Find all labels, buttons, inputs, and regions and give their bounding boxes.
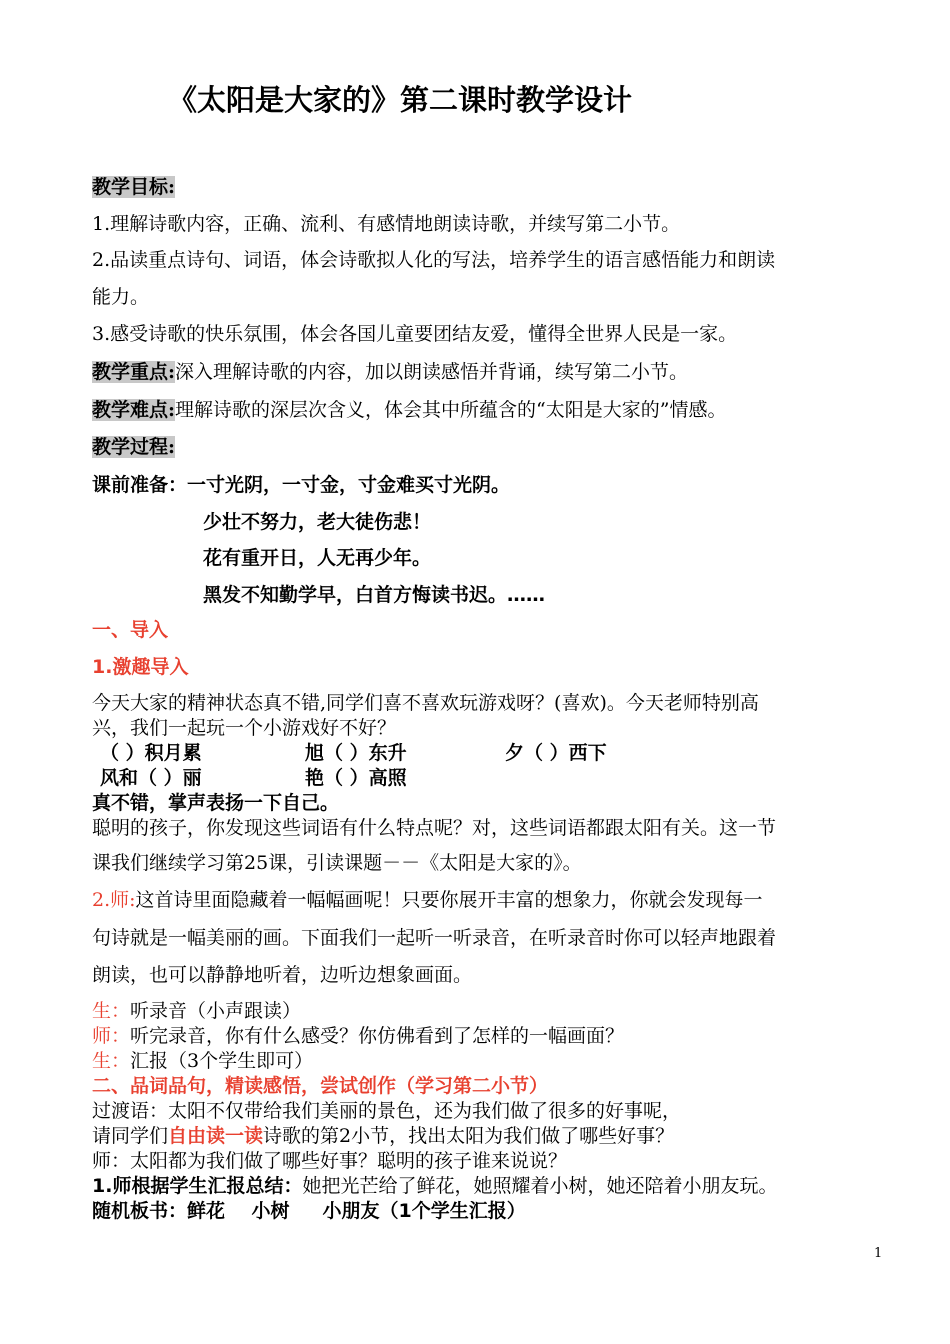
key-point-label: 教学重点:	[92, 361, 176, 383]
fill-blank: 旭（ ）东升	[305, 742, 407, 764]
page-number: 1	[874, 1246, 883, 1261]
process-heading: 教学过程:	[92, 436, 176, 458]
paragraph-line: 2.师:这首诗里面隐藏着一幅幅画呢！只要你展开丰富的想象力，你就会发现每一	[92, 889, 763, 911]
objective-line: 能力。	[92, 286, 150, 308]
paragraph-line: 请同学们自由读一读诗歌的第2小节，找出太阳为我们做了哪些好事？	[92, 1125, 675, 1147]
paragraph-line: 聪明的孩子，你发现这些词语有什么特点呢？对，这些词语都跟太阳有关。这一节	[92, 817, 777, 839]
paragraph-line: 朗读，也可以静静地听着，边听边想象画面。	[92, 964, 473, 986]
dialogue-line: 生：听录音（小声跟读）	[92, 1000, 302, 1022]
objective-line: 2.品读重点诗句、词语，体会诗歌拟人化的写法，培养学生的语言感悟能力和朗读	[92, 249, 776, 271]
section2-heading: 二、品词品句，精读感悟，尝试创作（学习第二小节）	[92, 1075, 549, 1097]
objective-line: 3.感受诗歌的快乐氛围，体会各国儿童要团结友爱，懂得全世界人民是一家。	[92, 323, 738, 345]
prep-label: 课前准备：	[92, 474, 188, 496]
fill-blank: 夕（ ）西下	[505, 742, 607, 764]
difficulty-line	[92, 398, 726, 422]
paragraph-line: 兴，我们一起玩一个小游戏好不好？	[92, 717, 397, 739]
prep-line: 黑发不知勤学早，白首方悔读书迟。……	[203, 584, 546, 606]
speaker-label: 生：	[92, 1050, 131, 1072]
section1-heading: 一、导入	[92, 619, 169, 641]
emphasis-text: 自由读一读	[168, 1125, 264, 1147]
fill-blank: 风和（ ）丽	[100, 767, 202, 789]
objective-line: 1.理解诗歌内容，正确、流利、有感情地朗读诗歌，并续写第二小节。	[92, 213, 681, 235]
paragraph-line: 今天大家的精神状态真不错,同学们喜不喜欢玩游戏呀？(喜欢)。今天老师特别高	[92, 692, 759, 714]
paragraph-line: 句诗就是一幅美丽的画。下面我们一起听一听录音，在听录音时你可以轻声地跟着	[92, 927, 777, 949]
paragraph-line: 师：太阳都为我们做了哪些好事？聪明的孩子谁来说说？	[92, 1150, 568, 1172]
praise-line: 真不错，掌声表扬一下自己。	[92, 792, 340, 814]
page-title: 《太阳是大家的》第二课时教学设计	[168, 83, 633, 117]
prep-line: 少壮不努力，老大徒伤悲！	[203, 511, 432, 533]
difficulty-label: 教学难点:	[92, 399, 176, 421]
board-line: 随机板书：鲜花 小树 小朋友（1个学生汇报）	[92, 1200, 526, 1222]
prep-line: 花有重开日，人无再少年。	[203, 547, 432, 569]
fill-blank: （ ）积月累	[100, 742, 202, 764]
paragraph-line: 过渡语：太阳不仅带给我们美丽的景色，还为我们做了很多的好事呢，	[92, 1100, 682, 1122]
paragraph-line: 课我们继续学习第25课，引读课题－－《太阳是大家的》。	[92, 852, 582, 874]
dialogue-line: 生：汇报（3个学生即可）	[92, 1050, 314, 1072]
key-point-text: 深入理解诗歌的内容，加以朗读感悟并背诵，续写第二小节。	[175, 361, 689, 383]
teacher-label: 2.师:	[92, 889, 136, 911]
summary-line: 1.师根据学生汇报总结：她把光芒给了鲜花，她照耀着小树，她还陪着小朋友玩。	[92, 1175, 778, 1197]
dialogue-line: 师：听完录音，你有什么感受？你仿佛看到了怎样的一幅画面？	[92, 1025, 625, 1047]
section1-sub1: 1.激趣导入	[92, 656, 189, 678]
key-point-line	[92, 360, 688, 384]
objectives-heading: 教学目标:	[92, 176, 176, 198]
summary-label: 1.师根据学生汇报总结：	[92, 1175, 303, 1197]
speaker-label: 师：	[92, 1025, 131, 1047]
difficulty-text: 理解诗歌的深层次含义，体会其中所蕴含的“太阳是大家的”情感。	[175, 399, 727, 421]
fill-blank: 艳（ ）高照	[305, 767, 407, 789]
prep-line: 课前准备：一寸光阴，一寸金，寸金难买寸光阴。	[92, 474, 511, 496]
speaker-label: 生：	[92, 1000, 131, 1022]
